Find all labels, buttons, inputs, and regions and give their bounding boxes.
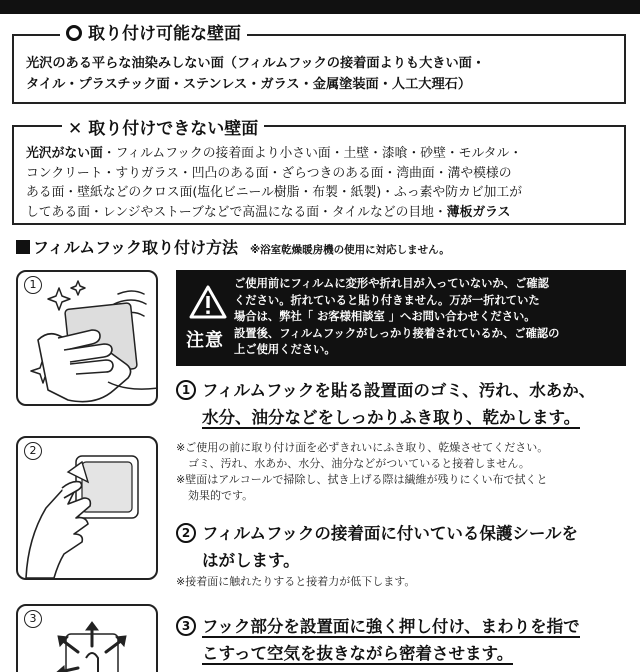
illustration-step-1 (16, 270, 158, 406)
note-line: ※ご使用の前に取り付け面を必ずきれいにふき取り、乾燥させてください。 (176, 441, 549, 454)
top-bar (0, 0, 640, 14)
cross-icon: ✕ (68, 119, 83, 139)
note-line: 効果的です。 (188, 489, 254, 502)
impossible-line: コンクリート・すりガラス・凹凸のある面・ざらつきのある面・湾曲面・溝や模様の (26, 165, 512, 181)
step-text: フィルムフックを貼る設置面のゴミ、汚れ、水あか、 (202, 381, 596, 400)
impossible-surfaces-heading (0, 116, 640, 142)
step-text: はがします。 (202, 551, 300, 570)
warning-icon (188, 284, 228, 320)
square-bullet-icon (16, 240, 30, 254)
step-2 (176, 520, 578, 574)
wiping-hand-icon (18, 272, 158, 406)
impossible-line: 光沢がない面・フィルムフックの接着面より小さい面・土壁・漆喰・砂壁・モルタル・ (26, 146, 523, 161)
step-number: 3 (176, 616, 196, 636)
possible-line: 光沢のある平らな油染みしない面（フィルムフックの接着面よりも大きい面・ (26, 56, 486, 71)
impossible-line: してある面・レンジやストーブなどで高温になる面・タイルなどの目地・薄板ガラス (26, 204, 511, 220)
method-note: ※浴室乾燥暖房機の使用に対応しません。 (249, 244, 450, 256)
step-number: 2 (176, 523, 196, 543)
step-text: こすって空気を抜きながら密着させます。 (202, 644, 514, 663)
caution-line: 場合は、弊社「 お客様相談室 」へお問い合わせください。 (234, 310, 536, 323)
step-number: 1 (176, 380, 196, 400)
possible-line: タイル・プラスチック面・ステンレス・ガラス・金属塗装面・人工大理石） (26, 76, 472, 92)
caution-line: ください。折れていると貼り付きません。万が一折れていた (234, 293, 540, 307)
step-1 (176, 377, 595, 431)
impossible-title: 取り付けできない壁面 (88, 119, 259, 139)
illustration-number: 3 (24, 610, 42, 628)
method-heading (16, 236, 450, 262)
illustration-step-3 (16, 604, 158, 672)
step-text: フィルムフックの接着面に付いている保護シールを (202, 524, 579, 543)
possible-surfaces-heading (0, 21, 640, 47)
possible-surfaces-text (26, 54, 621, 95)
impossible-line: ある面・壁紙などのクロス面(塩化ビニール樹脂・布製・紙製)・ふっ素や防カビ加工が (26, 185, 523, 200)
note-line: ゴミ、汚れ、水あか、水分、油分などがついていると接着しません。 (188, 457, 530, 470)
caution-line: ご使用前にフィルムに変形や折れ目が入っていないか、ご確認 (234, 277, 549, 290)
step-text: 水分、油分などをしっかりふき取り、乾かします。 (202, 408, 581, 427)
circle-icon (66, 25, 82, 41)
note-line: ※壁面はアルコールで掃除し、拭き上げる際は繊維が残りにくい布で拭くと (176, 473, 548, 486)
possible-title: 取り付け可能な壁面 (88, 24, 241, 44)
illustration-number: 1 (24, 276, 42, 294)
step-1-notes (176, 440, 548, 504)
step-2-notes (176, 574, 415, 590)
illustration-step-2 (16, 436, 158, 580)
method-title: フィルムフック取り付け方法 (33, 238, 238, 257)
caution-box (176, 270, 626, 366)
step-text: フック部分を設置面に強く押し付け、まわりを指で (202, 617, 580, 636)
caution-label: 注意 (186, 330, 224, 351)
caution-line: 設置後、フィルムフックがしっかり接着されているか、ご確認の (234, 326, 560, 340)
caution-text (234, 276, 619, 359)
note-line: ※接着面に触れたりすると接着力が低下します。 (176, 575, 416, 588)
illustration-number: 2 (24, 442, 42, 460)
step-3 (176, 613, 580, 667)
caution-line: 上ご使用ください。 (234, 343, 336, 356)
peeling-sheet-icon (18, 438, 158, 580)
impossible-surfaces-text (26, 144, 621, 222)
